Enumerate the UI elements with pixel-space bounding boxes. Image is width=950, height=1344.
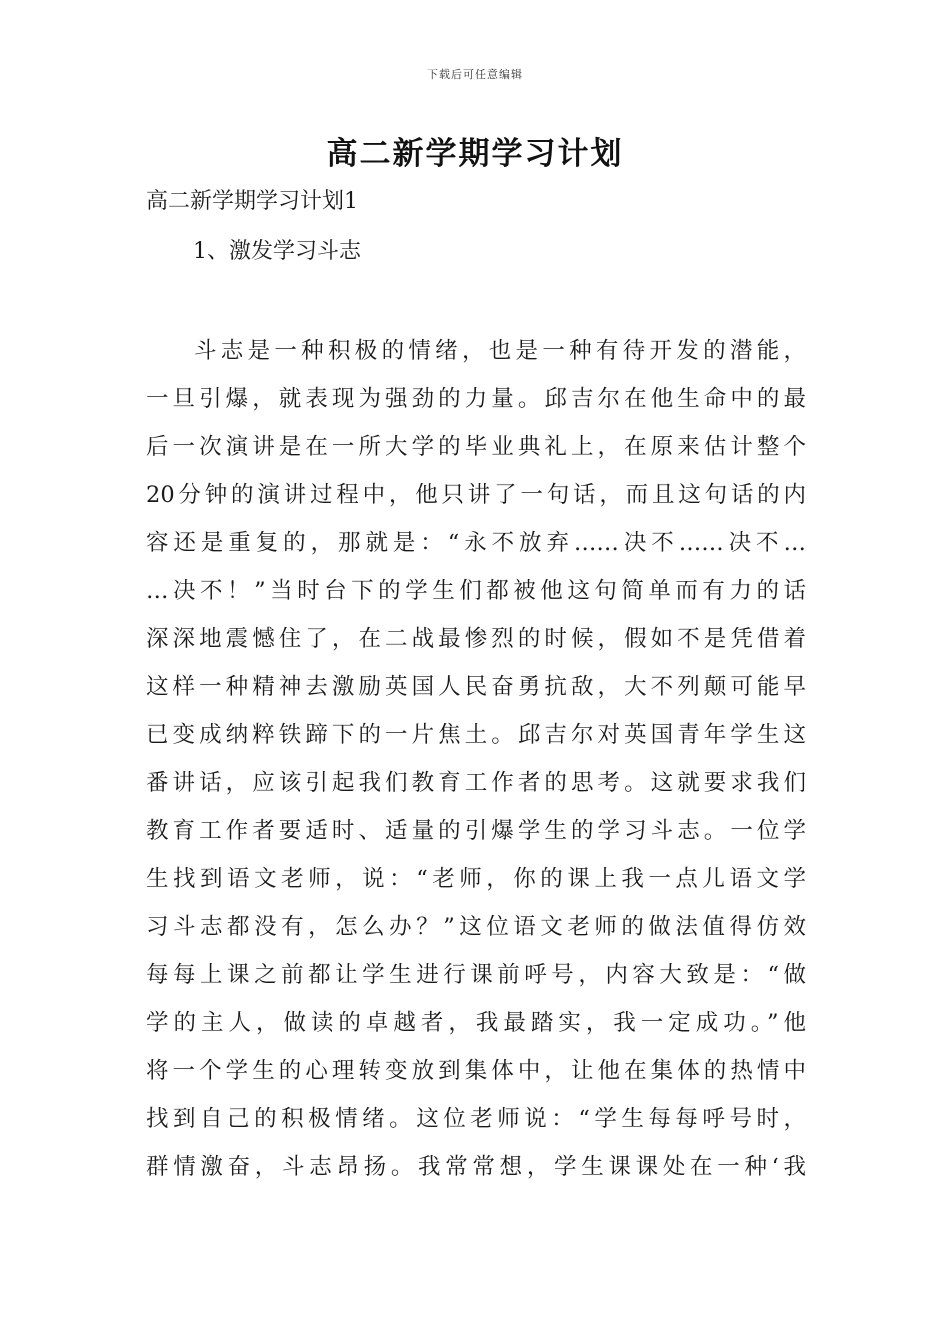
- paragraph-line: 生找到语文老师，说：“老师，你的课上我一点儿语文学: [146, 866, 806, 892]
- paragraph-line: 番讲话，应该引起我们教育工作者的思考。这就要求我们: [146, 770, 806, 796]
- paragraph-line: 习斗志都没有，怎么办？”这位语文老师的做法值得仿效: [146, 914, 806, 940]
- paragraph-line: 将一个学生的心理转变放到集体中，让他在集体的热情中: [146, 1058, 806, 1084]
- paragraph-line: 20分钟的演讲过程中，他只讲了一句话，而且这句话的内: [146, 482, 806, 508]
- body-paragraph: [146, 327, 806, 1191]
- paragraph-line: 一旦引爆，就表现为强劲的力量。邱吉尔在他生命中的最: [146, 386, 806, 412]
- paragraph-line: 斗志是一种积极的情绪，也是一种有待开发的潜能，: [194, 338, 806, 364]
- paragraph-line: 找到自己的积极情绪。这位老师说：“学生每每呼号时，: [146, 1106, 806, 1132]
- paragraph-line: 这样一种精神去激励英国人民奋勇抗敌，大不列颠可能早: [146, 674, 806, 700]
- header-note: 下载后可任意编辑: [427, 68, 523, 81]
- paragraph-line: 已变成纳粹铁蹄下的一片焦土。邱吉尔对英国青年学生这: [146, 722, 806, 748]
- paragraph-line: 容还是重复的，那就是：“永不放弃……决不……决不…: [146, 530, 806, 556]
- paragraph-line: 群情激奋，斗志昂扬。我常常想，学生课课处在一种‘我: [146, 1154, 806, 1180]
- paragraph-line: 学的主人，做读的卓越者，我最踏实，我一定成功。”他: [146, 1010, 806, 1036]
- document-title: 高二新学期学习计划: [326, 136, 624, 172]
- section-heading: 高二新学期学习计划1: [146, 189, 358, 214]
- paragraph-line: …决不！”当时台下的学生们都被他这句简单而有力的话: [146, 578, 806, 604]
- sub-heading: 1、激发学习斗志: [193, 239, 361, 264]
- paragraph-line: 后一次演讲是在一所大学的毕业典礼上，在原来估计整个: [146, 434, 806, 460]
- paragraph-line: 教育工作者要适时、适量的引爆学生的学习斗志。一位学: [146, 818, 806, 844]
- paragraph-line: 每每上课之前都让学生进行课前呼号，内容大致是：“做: [146, 962, 806, 988]
- paragraph-line: 深深地震憾住了，在二战最惨烈的时候，假如不是凭借着: [146, 626, 806, 652]
